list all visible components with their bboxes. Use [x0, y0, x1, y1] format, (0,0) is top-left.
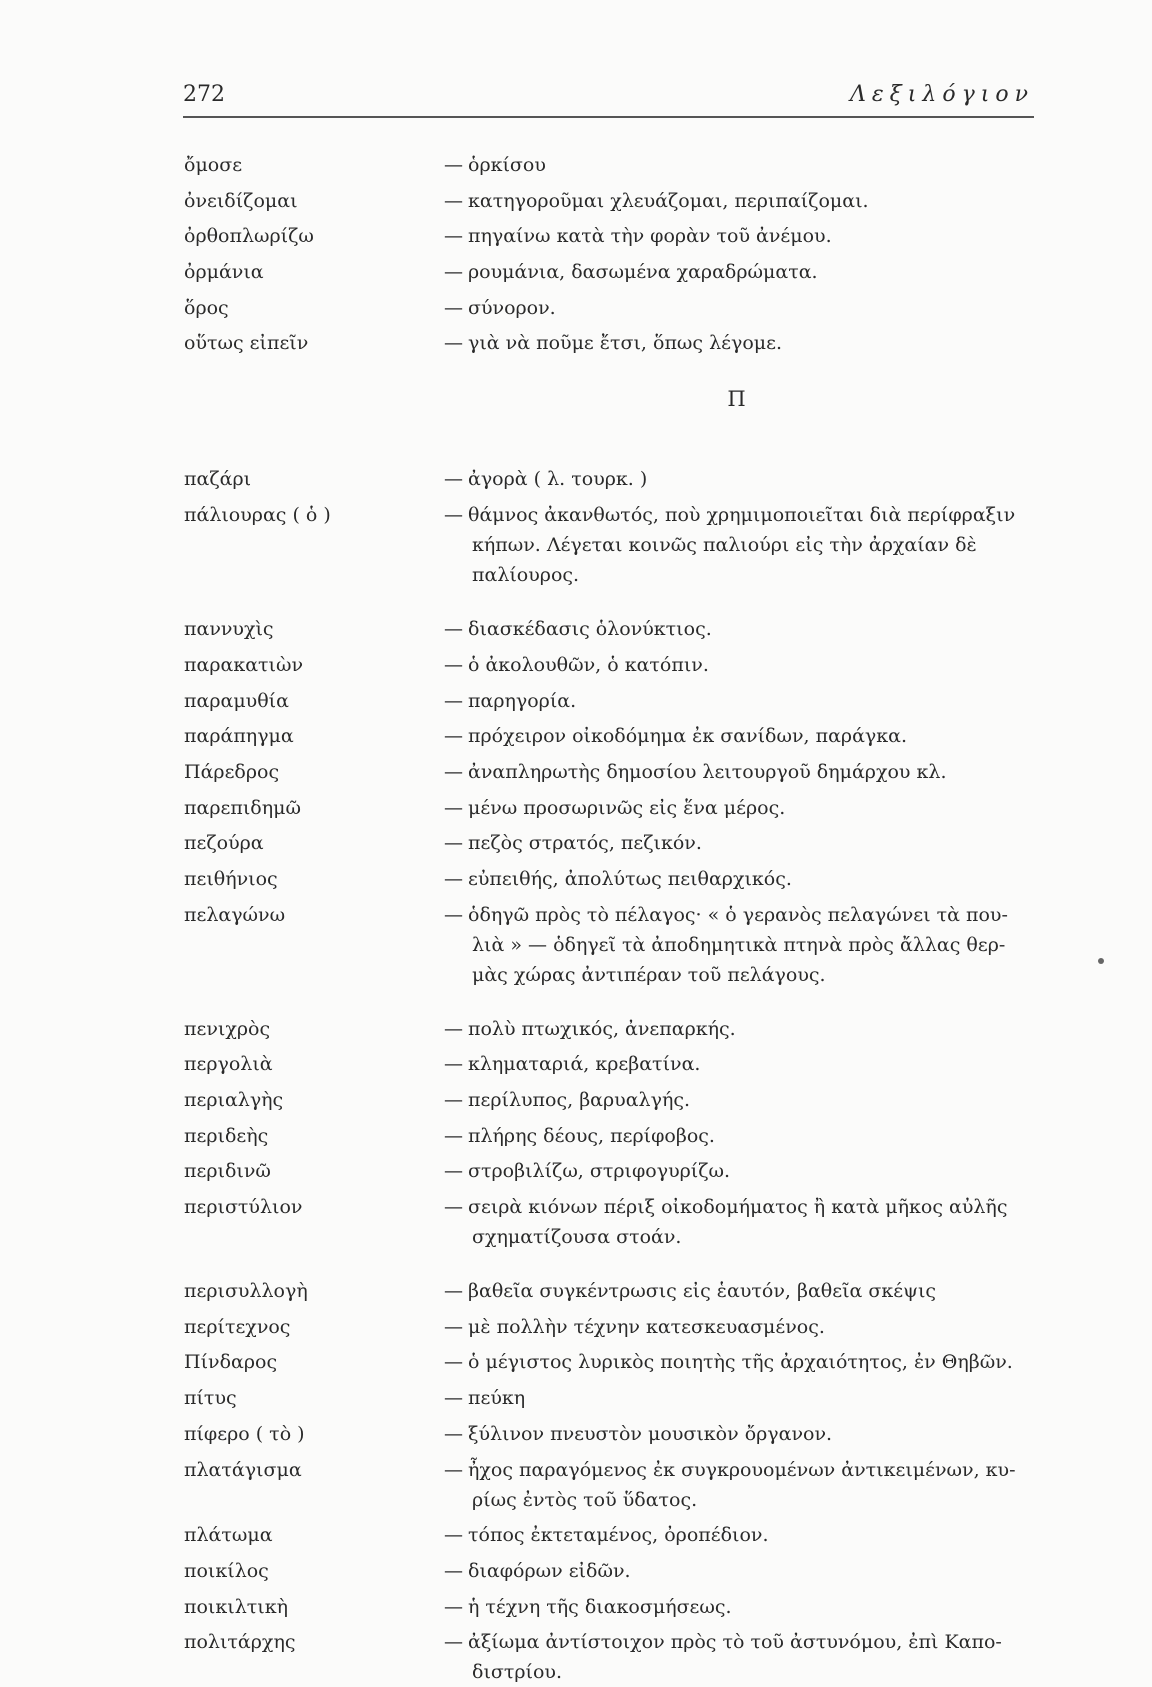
entry-definition	[444, 500, 1034, 590]
em-dash: —	[444, 296, 463, 319]
entry-spacer	[184, 590, 1034, 614]
entry-term: πάλιουρας ( ὁ )	[184, 504, 331, 527]
entry-definition	[444, 293, 1034, 323]
definition-text: μὲ πολλὴν τέχνην κατεσκευασμένος.	[468, 1315, 825, 1338]
entry-definition	[444, 864, 1034, 894]
entry-list-pi	[184, 464, 1034, 1687]
entry-definition	[444, 686, 1034, 716]
glossary-entry	[184, 1592, 1034, 1622]
em-dash: —	[444, 1559, 463, 1582]
running-title: Λεξιλόγιον	[849, 82, 1034, 107]
glossary-entry	[184, 686, 1034, 716]
entry-term: πελαγώνω	[184, 903, 286, 926]
glossary-entry	[184, 1556, 1034, 1586]
definition-line	[444, 257, 1034, 287]
entry-term: πολιτάρχης	[184, 1631, 296, 1654]
entry-definition	[444, 757, 1034, 787]
definition-line	[444, 464, 1034, 494]
em-dash: —	[444, 832, 463, 855]
entry-term: οὕτως εἰπεῖν	[184, 332, 309, 355]
definition-line	[444, 1276, 1034, 1306]
ink-speck	[1098, 958, 1104, 964]
definition-text: πλήρης δέους, περίφοβος.	[468, 1124, 715, 1147]
entry-definition	[444, 464, 1034, 494]
em-dash: —	[444, 1053, 463, 1076]
definition-text: πεζὸς στρατός, πεζικόν.	[468, 832, 702, 855]
glossary-entry	[184, 1049, 1034, 1079]
entry-term: παρεπιδημῶ	[184, 796, 301, 819]
em-dash: —	[444, 261, 463, 284]
entry-term: πενιχρὸς	[184, 1017, 271, 1040]
definition-text: ὁρκίσου	[468, 154, 546, 176]
entry-definition	[444, 650, 1034, 680]
definition-line	[444, 1312, 1034, 1342]
glossary-entry	[184, 186, 1034, 216]
em-dash: —	[444, 1458, 463, 1481]
definition-text: στροβιλίζω, στριφογυρίζω.	[468, 1160, 731, 1183]
definition-text: παρηγορία.	[468, 689, 577, 712]
em-dash: —	[444, 653, 463, 676]
definition-text: ξύλινον πνευστὸν μουσικὸν ὄργανον.	[468, 1422, 833, 1445]
entry-definition	[444, 1347, 1034, 1377]
entry-definition	[444, 1049, 1034, 1079]
definition-line	[444, 960, 1034, 990]
definition-text: διστρίου.	[472, 1661, 563, 1684]
definition-line	[444, 1049, 1034, 1079]
definition-line	[444, 721, 1034, 751]
definition-line	[444, 930, 1034, 960]
entry-term: πειθήνιος	[184, 867, 278, 890]
entry-term: ὀρμάνια	[184, 261, 264, 284]
definition-text: ἦχος παραγόμενος ἐκ συγκρουομένων ἀντικειμένων, κυ-	[468, 1458, 1016, 1481]
entry-definition	[444, 257, 1034, 287]
glossary-entry	[184, 1627, 1034, 1687]
glossary-entry	[184, 221, 1034, 251]
definition-text: πολὺ πτωχικός, ἀνεπαρκής.	[468, 1017, 736, 1040]
glossary-entry	[184, 1192, 1034, 1252]
definition-text: μένω προσωρινῶς εἰς ἕνα μέρος.	[468, 796, 786, 819]
definition-line	[444, 1222, 1034, 1252]
definition-line	[444, 650, 1034, 680]
entry-term: Πάρεδρος	[184, 760, 280, 783]
definition-line	[444, 293, 1034, 323]
definition-text: σειρὰ κιόνων πέριξ οἰκοδομήματος ἢ κατὰ μῆκος αὐλῆς	[468, 1196, 1008, 1219]
definition-text: κήπων. Λέγεται κοινῶς παλιούρι εἰς τὴν ἀρχαίαν δὲ	[472, 534, 977, 557]
entry-definition	[444, 1419, 1034, 1449]
entry-term: ὄμοσε	[184, 154, 243, 176]
definition-line	[444, 1520, 1034, 1550]
glossary-entry	[184, 150, 1034, 180]
definition-text: ὁ μέγιστος λυρικὸς ποιητὴς τῆς ἀρχαιότητος, ἐν Θηβῶν.	[468, 1351, 1013, 1374]
em-dash: —	[444, 903, 463, 926]
glossary-entry	[184, 1347, 1034, 1377]
em-dash: —	[444, 618, 463, 641]
glossary-entry	[184, 464, 1034, 494]
glossary-entry	[184, 1383, 1034, 1413]
em-dash: —	[444, 760, 463, 783]
definition-line	[444, 1657, 1034, 1687]
entry-term: Πίνδαρος	[184, 1351, 278, 1374]
definition-line	[444, 186, 1034, 216]
definition-line	[444, 500, 1034, 530]
glossary-entry	[184, 257, 1034, 287]
entry-definition	[444, 828, 1034, 858]
em-dash: —	[444, 1280, 463, 1303]
glossary-entry	[184, 650, 1034, 680]
entry-definition	[444, 1520, 1034, 1550]
em-dash: —	[444, 1315, 463, 1338]
entry-term: πλάτωμα	[184, 1524, 273, 1547]
definition-line	[444, 1627, 1034, 1657]
entry-definition	[444, 186, 1034, 216]
section-letter: Π	[727, 387, 746, 412]
entry-definition	[444, 1627, 1034, 1687]
em-dash: —	[444, 154, 463, 176]
header-rule	[183, 116, 1034, 118]
glossary-entry	[184, 793, 1034, 823]
entry-spacer	[184, 1252, 1034, 1276]
definition-line	[444, 900, 1034, 930]
em-dash: —	[444, 1124, 463, 1147]
definition-text: πεύκη	[468, 1387, 526, 1410]
entry-term: παννυχὶς	[184, 618, 274, 641]
entry-term: ὀρθοπλωρίζω	[184, 225, 314, 248]
entry-definition	[444, 1455, 1034, 1515]
em-dash: —	[444, 689, 463, 712]
definition-line	[444, 1121, 1034, 1151]
definition-text: πρόχειρον οἰκοδόμημα ἐκ σανίδων, παράγκα.	[468, 725, 908, 748]
entry-term: περιστύλιον	[184, 1196, 303, 1219]
glossary-entry	[184, 1312, 1034, 1342]
definition-line	[444, 560, 1034, 590]
definition-text: σύνορον.	[468, 296, 556, 319]
entry-definition	[444, 614, 1034, 644]
entry-definition	[444, 1312, 1034, 1342]
em-dash: —	[444, 1422, 463, 1445]
entry-definition	[444, 1014, 1034, 1044]
definition-text: κληματαριά, κρεβατίνα.	[468, 1053, 701, 1076]
em-dash: —	[444, 1196, 463, 1219]
definition-text: ἡ τέχνη τῆς διακοσμήσεως.	[468, 1595, 732, 1618]
entry-term: πεζούρα	[184, 832, 264, 855]
definition-line	[444, 1455, 1034, 1485]
definition-text: παλίουρος.	[472, 564, 580, 587]
glossary-entry	[184, 864, 1034, 894]
definition-line	[444, 1014, 1034, 1044]
em-dash: —	[444, 332, 463, 355]
glossary-entry	[184, 1276, 1034, 1306]
glossary-entry	[184, 614, 1034, 644]
entry-term: πλατάγισμα	[184, 1458, 302, 1481]
entry-term: ὅρος	[184, 296, 229, 319]
glossary-entry	[184, 757, 1034, 787]
entry-term: περισυλλογὴ	[184, 1280, 308, 1303]
glossary-entry	[184, 1520, 1034, 1550]
glossary-entry	[184, 1085, 1034, 1115]
definition-text: διασκέδασις ὁλονύκτιος.	[468, 618, 712, 641]
entry-term: ποικίλος	[184, 1559, 269, 1582]
em-dash: —	[444, 1631, 463, 1654]
definition-text: ἀξίωμα ἀντίστοιχον πρὸς τὸ τοῦ ἀστυνόμου, ἐπὶ Καπο-	[468, 1631, 1002, 1654]
definition-text: μὰς χώρας ἀντιπέραν τοῦ πελάγους.	[472, 963, 826, 986]
definition-line	[444, 1383, 1034, 1413]
entry-definition	[444, 1121, 1034, 1151]
entry-definition	[444, 721, 1034, 751]
definition-line	[444, 1347, 1034, 1377]
glossary-entry	[184, 721, 1034, 751]
definition-line	[444, 757, 1034, 787]
definition-text: λιὰ » — ὁδηγεῖ τὰ ἀποδημητικὰ πτηνὰ πρὸς ἄλλας θερ-	[472, 933, 1006, 956]
glossary-entry	[184, 900, 1034, 990]
definition-text: γιὰ νὰ ποῦμε ἔτσι, ὅπως λέγομε.	[468, 332, 783, 355]
definition-text: ὁδηγῶ πρὸς τὸ πέλαγος· « ὁ γερανὸς πελαγώνει τὰ που-	[468, 903, 1008, 926]
em-dash: —	[444, 1017, 463, 1040]
entry-term: ὀνειδίζομαι	[184, 189, 298, 212]
em-dash: —	[444, 725, 463, 748]
glossary-entry	[184, 1121, 1034, 1151]
definition-text: θάμνος ἀκανθωτός, ποὺ χρημιμοποιεῖται διὰ περίφραξιν	[468, 504, 1016, 527]
definition-line	[444, 221, 1034, 251]
definition-line	[444, 1192, 1034, 1222]
em-dash: —	[444, 1524, 463, 1547]
definition-line	[444, 1156, 1034, 1186]
glossary-entry	[184, 828, 1034, 858]
entry-definition	[444, 1383, 1034, 1413]
definition-text: τόπος ἐκτεταμένος, ὀροπέδιον.	[468, 1524, 769, 1547]
em-dash: —	[444, 1089, 463, 1111]
entry-term: παραμυθία	[184, 689, 289, 712]
entry-term: περιδεὴς	[184, 1124, 269, 1147]
definition-line	[444, 1419, 1034, 1449]
definition-line	[444, 828, 1034, 858]
em-dash: —	[444, 1351, 463, 1374]
definition-text: περίλυπος, βαρυαλγής.	[468, 1089, 691, 1111]
entry-definition	[444, 900, 1034, 990]
glossary-entry	[184, 1419, 1034, 1449]
entry-definition	[444, 1085, 1034, 1115]
entry-term: περιδινῶ	[184, 1160, 271, 1183]
em-dash: —	[444, 468, 463, 491]
definition-text: βαθεῖα συγκέντρωσις εἰς ἑαυτόν, βαθεῖα σκέψις	[468, 1280, 937, 1303]
em-dash: —	[444, 1595, 463, 1618]
entry-definition	[444, 221, 1034, 251]
glossary-entry	[184, 1455, 1034, 1515]
definition-line	[444, 530, 1034, 560]
entry-definition	[444, 1192, 1034, 1252]
glossary-content	[184, 150, 1034, 1687]
entry-definition	[444, 328, 1034, 358]
entry-definition	[444, 793, 1034, 823]
definition-line	[444, 614, 1034, 644]
entry-term: περίτεχνος	[184, 1315, 291, 1338]
em-dash: —	[444, 225, 463, 248]
glossary-entry	[184, 500, 1034, 590]
glossary-entry	[184, 1156, 1034, 1186]
glossary-entry	[184, 293, 1034, 323]
entry-term: παράπηγμα	[184, 725, 294, 748]
definition-text: διαφόρων εἰδῶν.	[468, 1559, 631, 1582]
em-dash: —	[444, 796, 463, 819]
definition-text: πηγαίνω κατὰ τὴν φορὰν τοῦ ἀνέμου.	[468, 225, 832, 248]
definition-line	[444, 328, 1034, 358]
definition-text: εὐπειθής, ἀπολύτως πειθαρχικός.	[468, 867, 792, 890]
definition-line	[444, 793, 1034, 823]
definition-text: ἀγορὰ ( λ. τουρκ. )	[468, 468, 648, 491]
entry-term: πίφερο ( τὸ )	[184, 1422, 305, 1445]
entry-definition	[444, 1556, 1034, 1586]
definition-text: ρίως ἐντὸς τοῦ ὕδατος.	[472, 1488, 698, 1511]
entry-definition	[444, 1276, 1034, 1306]
entry-list-omicron	[184, 150, 1034, 358]
definition-text: σχηματίζουσα στοάν.	[472, 1226, 682, 1249]
entry-term: παρακατιὼν	[184, 653, 304, 676]
entry-term: ποικιλτικὴ	[184, 1595, 288, 1618]
definition-line	[444, 150, 1034, 180]
definition-line	[444, 686, 1034, 716]
definition-line	[444, 1556, 1034, 1586]
entry-spacer	[184, 990, 1034, 1014]
definition-line	[444, 864, 1034, 894]
definition-text: κατηγοροῦμαι χλευάζομαι, περιπαίζομαι.	[468, 189, 869, 212]
entry-definition	[444, 1156, 1034, 1186]
page-number: 272	[183, 82, 225, 107]
glossary-entry	[184, 328, 1034, 358]
em-dash: —	[444, 189, 463, 212]
em-dash: —	[444, 1387, 463, 1410]
glossary-entry	[184, 1014, 1034, 1044]
em-dash: —	[444, 867, 463, 890]
definition-text: ρουμάνια, δασωμένα χαραδρώματα.	[468, 261, 818, 284]
em-dash: —	[444, 504, 463, 527]
definition-text: ὁ ἀκολουθῶν, ὁ κατόπιν.	[468, 653, 709, 676]
entry-term: περγολιὰ	[184, 1053, 273, 1076]
entry-definition	[444, 1592, 1034, 1622]
entry-term: πίτυς	[184, 1387, 237, 1410]
definition-line	[444, 1085, 1034, 1115]
definition-line	[444, 1592, 1034, 1622]
em-dash: —	[444, 1160, 463, 1183]
entry-term: περιαλγὴς	[184, 1089, 284, 1111]
entry-definition	[444, 150, 1034, 180]
entry-term: παζάρι	[184, 468, 252, 491]
definition-text: ἀναπληρωτὴς δημοσίου λειτουργοῦ δημάρχου κλ.	[468, 760, 947, 783]
